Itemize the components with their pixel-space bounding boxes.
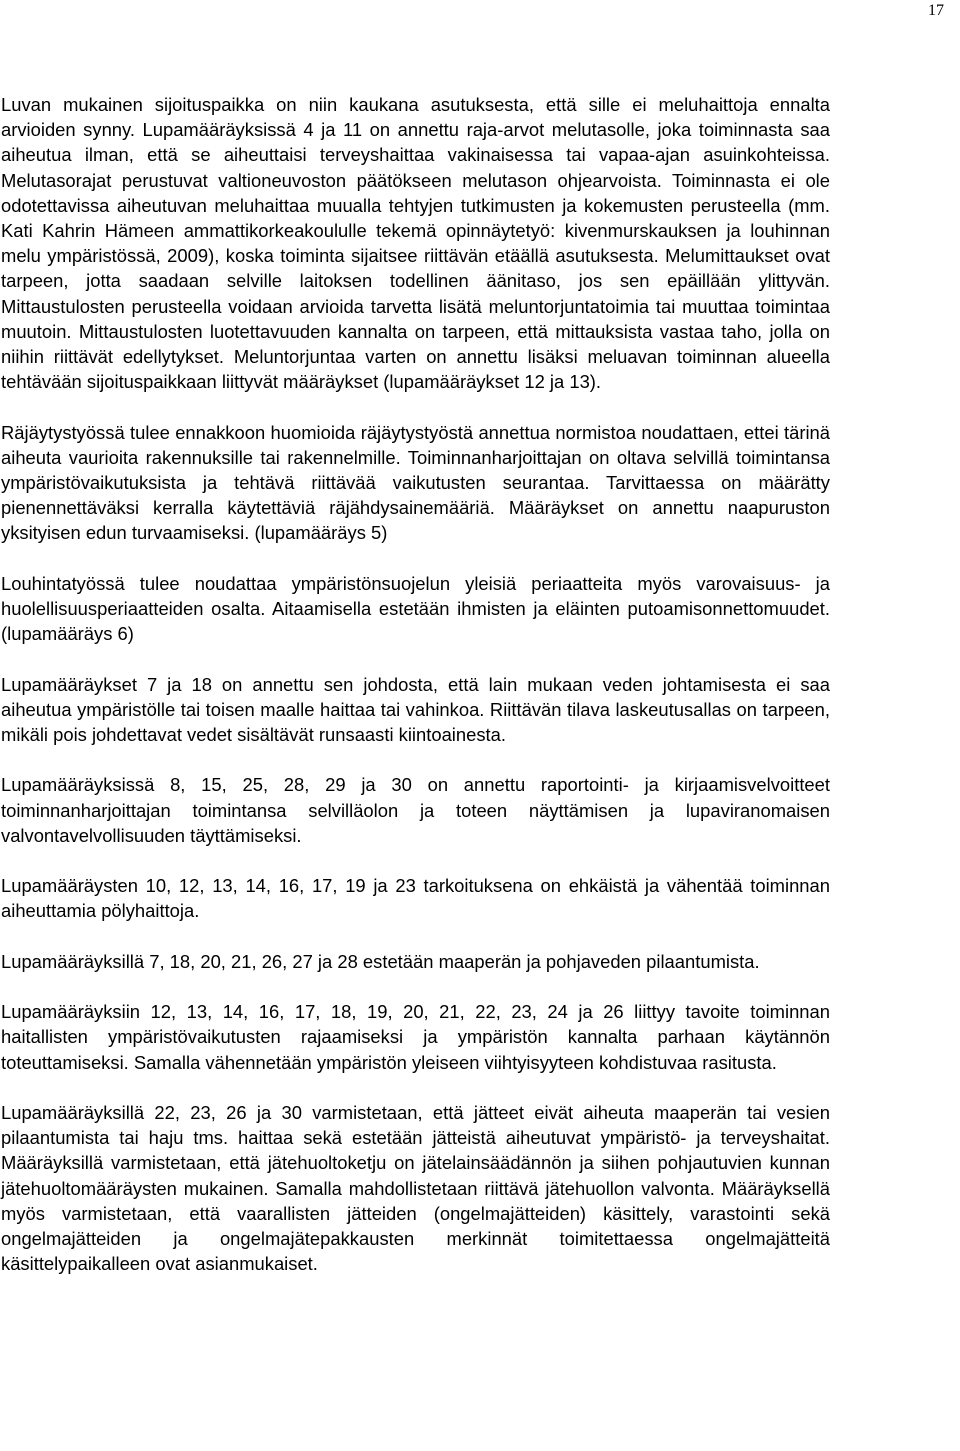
document-body (1, 92, 830, 1276)
paragraph-quarrying: Louhintatyössä tulee noudattaa ympäristönsuojelun yleisiä periaatteita myös varovaisuus- ja huolellisuusperiaatteiden osalta. Aitaamisella estetään ihmisten ja eläinten putoamisonnettomuudet. (lupamääräys 6) (1, 572, 830, 645)
paragraph-noise: Luvan mukainen sijoituspaikka on niin kaukana asutuksesta, että sille ei meluhaittoja ennalta arvioiden synny. Lupamääräyksissä 4 ja 11 on annettu raja-arvot melutasolle, joka toiminnasta saa aiheutua ilman, että se aiheuttaisi terveyshaittaa vakinaisessa tai vapaa-ajan asuinkohteissa. Melutasorajat perustuvat valtioneuvoston päätökseen melutason ohjearvoista. Toiminnasta ei ole odotettavissa aiheutuvan meluhaittaa muualla tehtyjen tutkimusten ja kokemusten perusteella (mm. Kati Kahrin Hämeen ammattikorkeakoululle tekemä opinnäytetyö: kivenmurskauksen ja louhinnan melu ympäristössä, 2009), koska toiminta sijaitsee riittävän etäällä asutuksesta. Melumittaukset ovat tarpeen, jotta saadaan selville laitoksen todellinen äänitaso, jos sen epäillään ylittyvän. Mittaustulosten perusteella voidaan arvioida tarvetta lisätä meluntorjuntatoimia tai muuttaa toimintaa muutoin. Mittaustulosten luotettavuuden kannalta on tarpeen, että mittauksista vastaa taho, jolla on niihin riittävät edellytykset. Meluntorjuntaa varten on annettu lisäksi meluavan toiminnan alueella tehtävään sijoituspaikkaan liittyvät määräykset (lupamääräykset 12 ja 13). (1, 94, 830, 393)
paragraph-dust: Lupamääräysten 10, 12, 13, 14, 16, 17, 19 ja 23 tarkoituksena on ehkäistä ja vähentää toiminnan aiheuttamia pölyhaittoja. (1, 875, 830, 922)
paragraph-water-drainage: Lupamääräykset 7 ja 18 on annettu sen johdosta, että lain mukaan veden johtamisesta ei saa aiheutua ympäristölle tai toisen maalle haittaa tai vahinkoa. Riittävän tilava laskeutusallas on tarpeen, mikäli pois johdettavat vedet sisältävät runsaasti kiintoainesta. (1, 673, 830, 746)
page-number: 17 (928, 2, 944, 19)
paragraph-soil-groundwater: Lupamääräyksillä 7, 18, 20, 21, 26, 27 ja 28 estetään maaperän ja pohjaveden pilaantumista. (1, 950, 760, 972)
paragraph-reporting: Lupamääräyksissä 8, 15, 25, 28, 29 ja 30 on annettu raportointi- ja kirjaamisvelvoitteet toiminnanharjoittajan toimintansa selvilläolon ja toteen näyttämisen ja lupaviranomaisen valvontavelvollisuuden täyttämiseksi. (1, 774, 830, 846)
paragraph-waste: Lupamääräyksillä 22, 23, 26 ja 30 varmistetaan, että jätteet eivät aiheuta maaperän tai vesien pilaantumista tai haju tms. haittaa sekä estetään jätteistä aiheutuvat ympäristö- ja terveyshaitat. Määräyksillä varmistetaan, että jätehuoltoketju on jätelainsäädännön ja siihen pohjautuvien kunnan jätehuoltomääräysten mukainen. Samalla mahdollistetaan riittävä jätehuollon valvonta. Määräyksellä myös varmistetaan, että vaarallisten jätteiden (ongelmajätteiden) käsittely, varastointi sekä ongelmajätteiden ja ongelmajätepakkausten merkinnät toimitettaessa ongelmajätteitä käsittelypaikalleen ovat asianmukaiset. (1, 1102, 830, 1275)
paragraph-blasting: Räjäytystyössä tulee ennakkoon huomioida räjäytystyöstä annettua normistoa noudattaen, ettei tärinä aiheuta vaurioita rakennuksille tai rakennelmille. Toiminnanharjoittajan on oltava selvillä toimintansa ympäristövaikutuksista ja tehtävä riittävää vaikutusten seurantaa. Tarvittaessa on määrätty pienennettäväksi kerralla käytettäviä räjähdysainemääriä. Määräykset on annettu naapuruston yksityisen edun turvaamiseksi. (lupamääräys 5) (1, 421, 830, 544)
paragraph-environmental-impact: Lupamääräyksiin 12, 13, 14, 16, 17, 18, 19, 20, 21, 22, 23, 24 ja 26 liittyy tavoite toiminnan haitallisten ympäristövaikutusten rajaamiseksi ja ympäristön kannalta parhaan käytännön toteuttamiseksi. Samalla vähennetään ympäristön yleiseen viihtyisyyteen kohdistuvaa rasitusta. (1, 1001, 830, 1073)
